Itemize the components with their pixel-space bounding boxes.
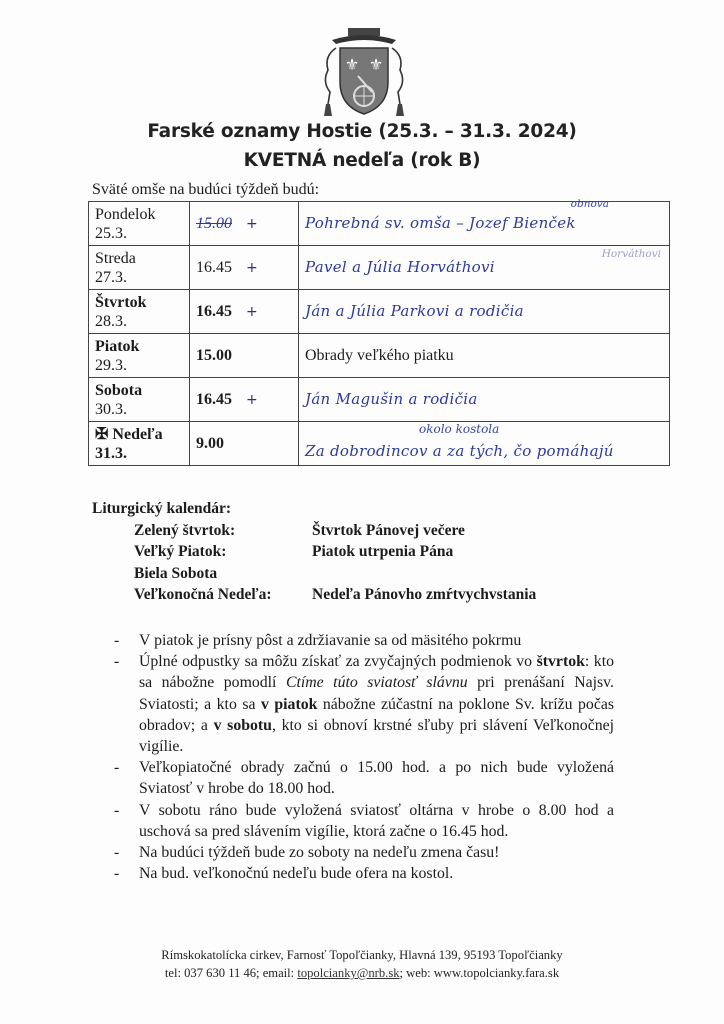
deceased-cross-icon: + (246, 303, 258, 320)
table-row (89, 378, 670, 422)
day-date: 29.3. (95, 356, 127, 374)
announcement-item (114, 842, 614, 863)
announcement-text: Na bud. veľkonočnú nedeľu bude ofera na kostol. (139, 865, 454, 883)
announcement-item (114, 863, 614, 884)
liturgy-item (92, 563, 536, 585)
time-cell (190, 246, 299, 290)
announcement-text: : kto sa nábožne pomodlí (139, 653, 614, 692)
announcement-text: Na budúci týždeň bude zo soboty na nedeľu zmena času! (139, 844, 500, 862)
announcement-text: pri prenášaní Najsv. Sviatosti; a kto sa (139, 674, 614, 713)
deceased-cross-icon: + (246, 215, 258, 232)
announcement-text: V sobotu ráno bude vyložená sviatosť oltárna v hrobe o 8.00 hod a uschová sa pred slávením vigílie, ktorá začne o 16.45 hod. (139, 801, 614, 840)
liturgy-title: Nedeľa Pánovho zmŕtvychvstania (312, 586, 537, 604)
table-row (89, 290, 670, 334)
mass-intention: Pohrebná sv. omša – Jozef Bienček (305, 214, 576, 232)
mass-schedule-table (88, 198, 670, 466)
announcement-text: Veľkopiatočné obrady začnú o 15.00 hod. a po nich bude vyložená Sviatosť v hrobe do 18.00 hod. (139, 759, 614, 798)
mass-time: 16.45 (196, 302, 232, 320)
day-name: Piatok (95, 337, 140, 355)
table-row (89, 246, 670, 290)
announcement-text: , kto si obnoví krstné sľuby pri slávení Veľkonočnej vigílie. (139, 716, 615, 756)
day-date: 28.3. (95, 312, 127, 330)
intention-cell (299, 246, 670, 290)
schedule-intro: Sväté omše na budúci týždeň budú: (92, 181, 320, 198)
day-date: 25.3. (95, 224, 127, 242)
liturgy-day: Zelený štvrtok: (134, 521, 236, 539)
handwritten-note: obnova (570, 198, 609, 210)
table-row (89, 202, 670, 246)
announcement-item (114, 651, 614, 757)
table-row (89, 422, 670, 466)
mass-time: 9.00 (196, 434, 224, 452)
footer-web: ; web: www.topolcianky.fara.sk (399, 966, 560, 980)
liturgy-day: Veľký Piatok: (134, 543, 227, 561)
liturgy-item (92, 585, 536, 607)
mass-intention: Za dobrodincov a za tých, čo pomáhajú (305, 442, 614, 460)
liturgy-title: Štvrtok Pánovej večere (312, 521, 465, 539)
announcement-text: V piatok je prísny pôst a zdržiavanie sa od mäsitého pokrmu (139, 632, 522, 649)
day-name: Sobota (95, 381, 143, 399)
email-link[interactable]: topolcianky@nrb.sk (297, 966, 400, 980)
svg-text:⚜: ⚜ (368, 55, 384, 74)
announcements-list (114, 630, 614, 884)
mass-intention: Ján Magušin a rodičia (305, 390, 478, 408)
intention-cell (299, 334, 670, 378)
deceased-cross-icon: + (246, 259, 258, 276)
parish-coat-of-arms-icon (318, 26, 410, 120)
page-subtitle: KVETNÁ nedeľa (rok B) (243, 150, 481, 171)
day-name: Pondelok (95, 205, 156, 223)
emphasis-text: štvrtok (536, 653, 585, 671)
mass-time: 16.45 (196, 258, 232, 276)
day-date: 27.3. (95, 268, 127, 286)
liturgy-day: Biela Sobota (134, 564, 218, 582)
emphasis-text: v piatok (260, 695, 318, 713)
day-cell (89, 246, 190, 290)
announcement-item (114, 630, 614, 651)
svg-text:⚜: ⚜ (344, 55, 360, 74)
footer-tel: tel: 037 630 11 46; email: (164, 966, 298, 980)
time-cell (190, 202, 299, 246)
table-row (89, 334, 670, 378)
liturgy-item (92, 542, 536, 564)
deceased-cross-icon: + (246, 391, 258, 408)
day-cell (89, 202, 190, 246)
handwritten-note: Horváthovi (601, 248, 661, 260)
day-cell (89, 422, 190, 466)
intention-cell (299, 378, 670, 422)
liturgical-calendar (92, 500, 536, 606)
mass-intention: Obrady veľkého piatku (305, 346, 454, 364)
day-cell (89, 334, 190, 378)
intention-cell (299, 422, 670, 466)
page-title: Farské oznamy Hostie (25.3. – 31.3. 2024) (147, 121, 577, 142)
announcement-text: Úplné odpustky sa môžu získať za zvyčajných podmienok vo (139, 653, 533, 671)
day-date: 31.3. (95, 444, 127, 462)
day-cell (89, 378, 190, 422)
prayer-title: Ctíme túto sviatosť slávnu (285, 674, 468, 692)
time-cell (190, 334, 299, 378)
announcement-item (114, 757, 614, 799)
liturgy-title: Piatok utrpenia Pána (312, 543, 454, 561)
mass-time: 15.00 (196, 346, 232, 364)
liturgy-day: Veľkonočná Nedeľa: (134, 586, 272, 604)
footer-contact (0, 966, 724, 981)
intention-cell (299, 290, 670, 334)
mass-intention: Pavel a Júlia Horváthovi (305, 258, 495, 276)
time-cell (190, 378, 299, 422)
day-date: 30.3. (95, 400, 127, 418)
time-cell (190, 290, 299, 334)
emphasis-text: v sobotu (213, 716, 272, 734)
mass-intention: Ján a Júlia Parkovi a rodičia (305, 302, 524, 320)
mass-time: 15.00 (196, 214, 232, 232)
liturgy-heading: Liturgický kalendár: (92, 500, 232, 517)
intention-cell (299, 198, 670, 246)
announcement-text: nábožne zúčastní na poklone Sv. krížu počas obradov; a (139, 695, 614, 734)
announcement-item (114, 800, 614, 842)
footer-address: Rímskokatolícka cirkev, Farnosť Topoľčianky, Hlavná 139, 95193 Topoľčianky (161, 948, 563, 962)
time-cell (190, 422, 299, 466)
day-name: ✠ Nedeľa (95, 425, 163, 443)
liturgy-item (92, 520, 536, 542)
day-name: Štvrtok (95, 293, 147, 311)
day-name: Streda (95, 249, 136, 267)
day-cell (89, 290, 190, 334)
mass-time: 16.45 (196, 390, 232, 408)
handwritten-note: okolo kostola (419, 422, 500, 436)
